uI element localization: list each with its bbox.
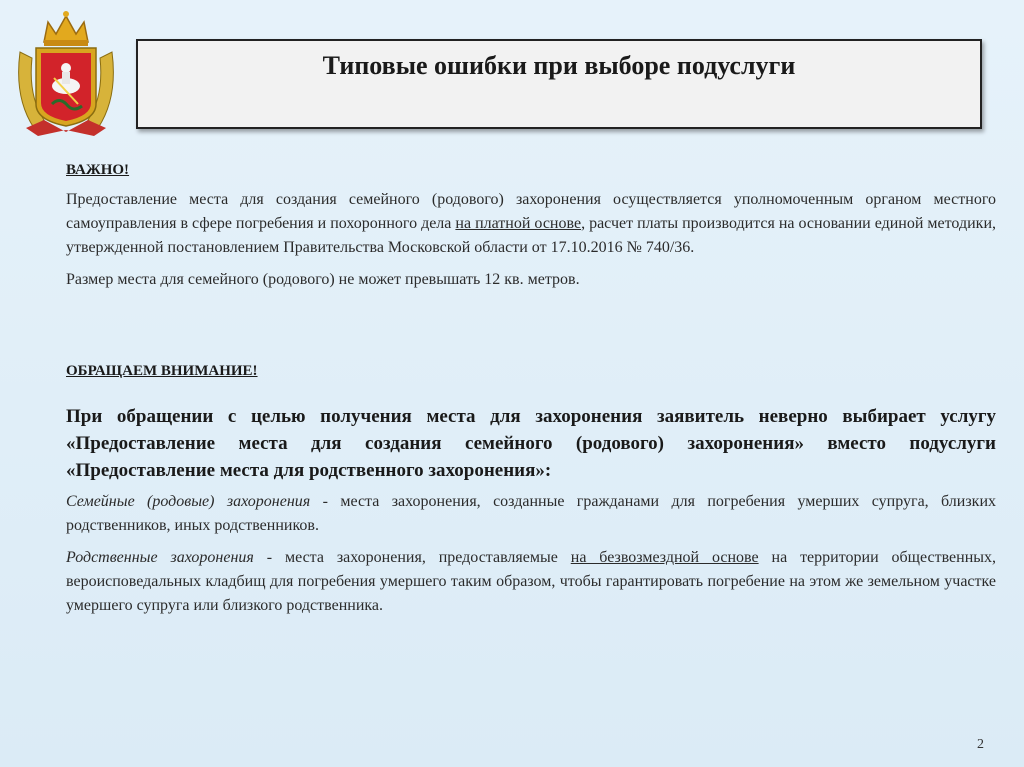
important-paragraph-2: Размер места для семейного (родового) не может превышать 12 кв. метров. [66, 271, 580, 288]
related-burials-text-b: на территории общественных, вероисповедальных кладбищ для погребения умершего таким образом, чтобы гарантировать погребение на этом же земельном участке умершего супруга или близкого родственника. [66, 549, 997, 614]
page-title: Типовые ошибки при выборе подуслуги [322, 51, 796, 80]
title-box [136, 39, 982, 129]
important-heading: ВАЖНО! [66, 162, 130, 178]
related-burials-term: Родственные захоронения [66, 549, 254, 566]
related-burials-text-a: - места захоронения, предоставляемые [253, 549, 571, 566]
important-paragraph-1 [66, 188, 996, 260]
page-number: 2 [977, 737, 984, 752]
attention-bold-paragraph: При обращении с целью получения места для захоронения заявитель неверно выбирает услугу «Предоставление места для создания семейного (родового) захоронения» вместо подуслуги «Предоставление места для родственного захоронения»: [66, 406, 996, 481]
para1-text-b: , расчет платы производится на основании единой методики, утвержденной постановлением Правительства Московской области от 17.10.2016 № 740/36. [66, 215, 997, 256]
definition-family-burials [66, 490, 996, 538]
paid-basis-text: на платной основе [455, 215, 582, 232]
moscow-region-emblem-icon [14, 8, 118, 138]
definition-related-burials [66, 546, 996, 618]
important-section [66, 158, 996, 292]
para1-text-a: Предоставление места для создания семейного (родового) захоронения осуществляется уполномоченным органом местного самоуправления в сфере погребения и похоронного дела [66, 191, 996, 232]
family-burials-text: места захоронения, созданные гражданами для погребения умерших супруга, близких родственников, иных родственников. [66, 493, 996, 534]
attention-section [66, 359, 996, 618]
family-burials-term: Семейные (родовые) захоронения - [66, 493, 328, 510]
free-basis-text: на безвозмездной основе [570, 549, 759, 566]
attention-heading: ОБРАЩАЕМ ВНИМАНИЕ! [66, 363, 258, 379]
